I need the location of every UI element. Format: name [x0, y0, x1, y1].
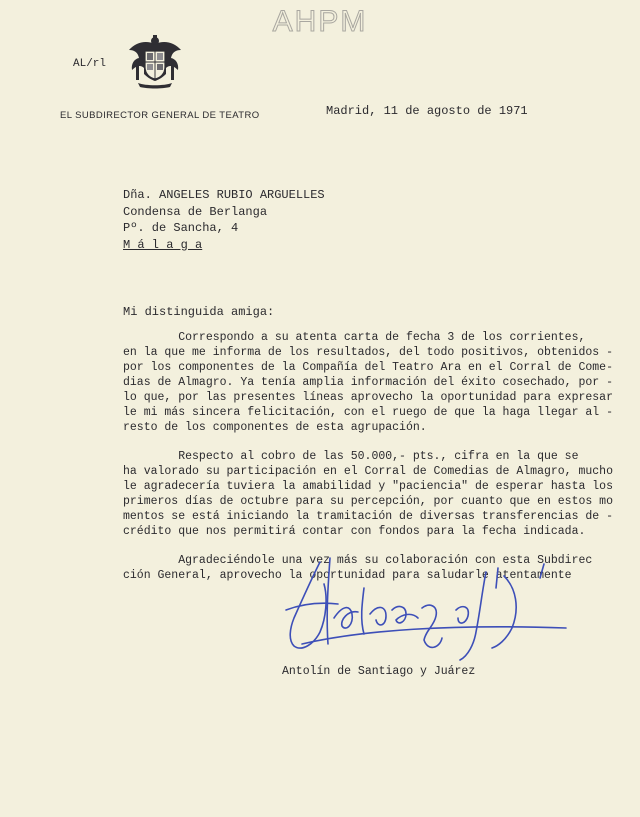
body-line: ción General, aprovecho la oportunidad para saludarle atentamente: [123, 569, 572, 582]
handwritten-signature: [272, 548, 572, 668]
reference-code: AL/rl: [73, 58, 107, 70]
body-line: Agradeciéndole una vez más su colaboración con esta Subdirec: [123, 554, 593, 567]
body-line: lo que, por las presentes líneas aprovecho la oportunidad para expresar: [123, 391, 613, 404]
signer-name: Antolín de Santiago y Juárez: [282, 665, 476, 678]
body-line: mentos se está iniciando la tramitación de diversas transferencias de -: [123, 510, 613, 523]
spanish-coat-of-arms-icon: [126, 34, 184, 90]
body-line: resto de los componentes de esta agrupación.: [123, 421, 427, 434]
recipient-title: Condensa de Berlanga: [123, 204, 268, 219]
recipient-address: [123, 187, 325, 253]
body-line: le mi más sincera felicitación, con el ruego de que la haga llegar al -: [123, 406, 613, 419]
office-title: EL SUBDIRECTOR GENERAL DE TEATRO: [60, 110, 260, 121]
body-line: Correspondo a su atenta carta de fecha 3 de los corrientes,: [123, 331, 586, 344]
body-line: Respecto al cobro de las 50.000,- pts., cifra en la que se: [123, 450, 579, 463]
recipient-street: Pº. de Sancha, 4: [123, 221, 239, 235]
salutation: Mi distinguida amiga:: [123, 305, 275, 319]
body-line: le agradecería tuviera la amabilidad y "paciencia" de esperar hasta los: [123, 480, 613, 493]
body-line: dias de Almagro. Ya tenía amplia información del éxito cosechado, por -: [123, 376, 613, 389]
body-line: por los componentes de la Compañía del Teatro Ara en el Corral de Come-: [123, 361, 613, 374]
body-line: primeros días de octubre para su percepción, por cuanto que en estos mo: [123, 495, 613, 508]
paragraph-1: [123, 330, 613, 435]
archive-watermark: AHPM: [272, 5, 368, 38]
letter-date: Madrid, 11 de agosto de 1971: [326, 104, 528, 118]
recipient-city: M á l a g a: [123, 237, 203, 252]
paragraph-2: [123, 449, 613, 539]
body-line: crédito que nos permitirá contar con fondos para la fecha indicada.: [123, 525, 586, 538]
recipient-name: Dña. ANGELES RUBIO ARGUELLES: [123, 188, 325, 202]
body-line: ha valorado su participación en el Corral de Comedias de Almagro, mucho: [123, 465, 613, 478]
body-line: en la que me informa de los resultados, del todo positivos, obtenidos -: [123, 346, 613, 359]
